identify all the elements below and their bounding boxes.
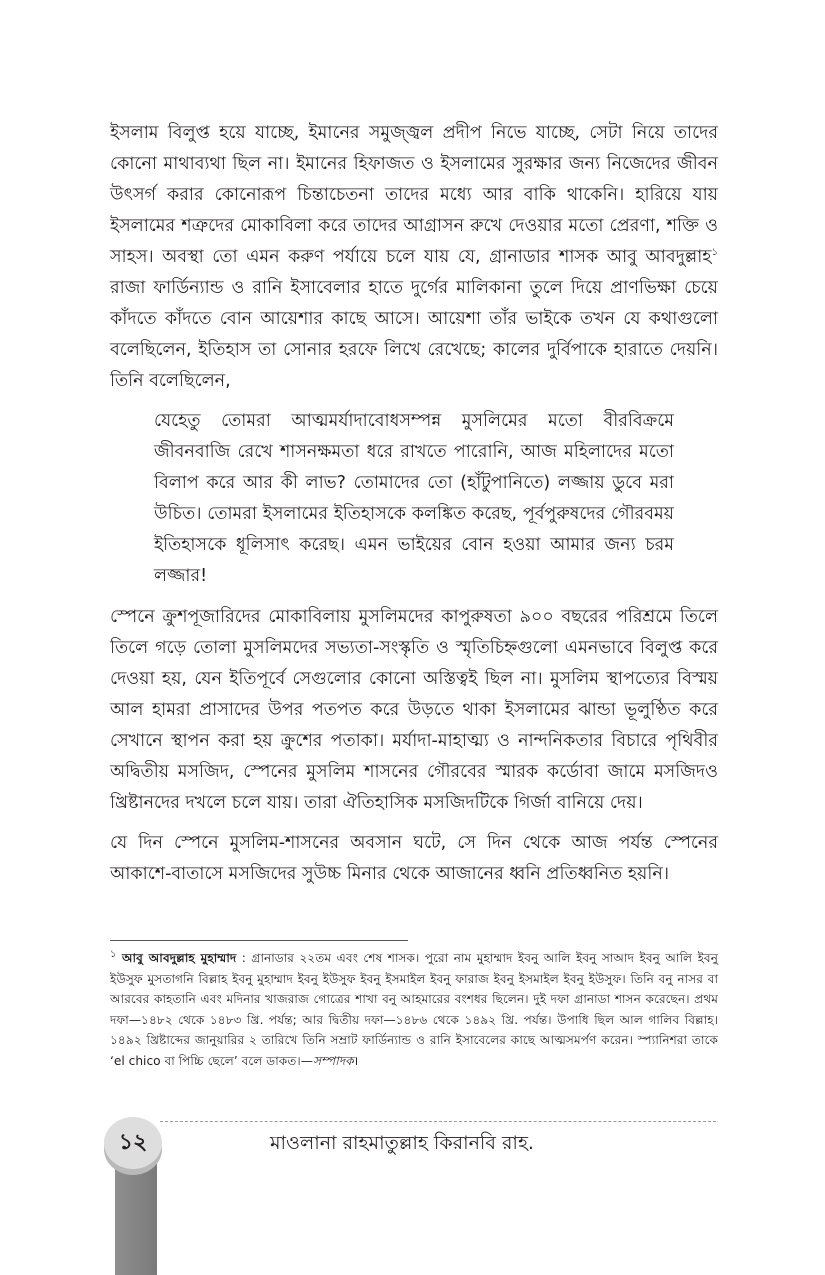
paragraph-2: স্পেনে ক্রুশপূজারিদের মোকাবিলায় মুসলিমদের কাপুরুষতা ৯০০ বছরের পরিশ্রমে তিলে তিলে গড়ে তোলা মুসলিমদের সভ্যতা-সংস্কৃতি ও স্মৃতিচিহ্নগুলো এমনভাবে বিলুপ্ত করে দেওয়া হয়, যেন ইতিপূর্বে সেগুলোর কোনো অস্তিত্বই ছিল না। মুসলিম স্থাপত্যের বিস্ময় আল হামরা প্রাসাদের উপর পতপত করে উড়তে থাকা ইসলামের ঝান্ডা ভূলুণ্ঠিত করে সেখানে স্থাপন করা হয় ক্রুশের পতাকা। মর্যাদা-মাহাত্ম্য ও নান্দনিকতার বিচারে পৃথিবীর অদ্বিতীয় মসজিদ, স্পেনের মুসলিম শাসনের গৌরবের স্মারক কর্ডোবা জামে মসজিদও খ্রিষ্টানদের দখলে চলে যায়। তারা ঐতিহাসিক মসজিদটিকে গির্জা বানিয়ে দেয়। — [110, 607, 718, 813]
footnote-ref[interactable]: ১ — [711, 247, 718, 259]
paragraph-1-text: ইসলাম বিলুপ্ত হয়ে যাচ্ছে, ইমানের সমুজ্জ্বল প্রদীপ নিভে যাচ্ছে, সেটা নিয়ে তাদের কোনো মাথাব্যথা ছিল না। ইমানের হিফাজত ও ইসলামের সুরক্ষার জন্য নিজেদের জীবন উৎসর্গ করার কোনোরূপ চিন্তাচেতনা তাদের মধ্যে আর বাকি থাকেনি। হারিয়ে যায় ইসলামের শত্রুদের মোকাবিলা করে তাদের আগ্রাসন রুখে দেওয়ার মতো প্রেরণা, শক্তি ও সাহস। অবস্থা তো এমন করুণ পর্যায়ে চলে যায় যে, গ্রানাডার শাসক আবু আবদুল্লাহ — [110, 123, 718, 267]
footnote: $^১$ আবু আবদুল্লাহ মুহাম্মাদ : গ্রানাডার ২২তম এবং শেষ শাসক। পুরো নাম মুহাম্মাদ ইবনু আলি ইবনু সাআদ ইবনু আলি ইবনু ইউসুফ মুসতাগনি বিল্লাহ ইবনু মুহাম্মাদ ইবনু ইউসুফ ইবনু ইসমাইল ইবনু ফারাজ ইবনু ইসমাইল ইবনু ইউসুফ। তিনি বনু নাসর বা আরবের কাহতানি এবং মদিনার খাজরাজ গোত্রের শাখা বনু আহমারের বংশধর ছিলেন। দুই দফা গ্রানাডা শাসন করেছেন। প্রথম দফা—১৪৮২ থেকে ১৪৮৩ খ্রি. পর্যন্ত; আর দ্বিতীয় দফা—১৪৮৬ থেকে ১৪৯২ খ্রি. পর্যন্ত। উপাধি ছিল আল গালিব বিল্লাহ। ১৪৯২ খ্রিষ্টাব্দের জানুয়ারির ২ তারিখে তিনি সম্রাট ফার্ডিন্যান্ড ও রানি ইসাবেলের কাছে আত্মসমর্পণ করেন। স্প্যানিশরা তাকে ‘el chico বা পিচ্চি ছেলে’ বলে ডাকত।—সম্পাদক। — [110, 948, 718, 1068]
paragraph-1 — [110, 118, 718, 397]
quote-block: যেহেতু তোমরা আত্মমর্যাদাবোধসম্পন্ন মুসলিমের মতো বীরবিক্রমে জীবনবাজি রেখে শাসনক্ষমতা ধরে রাখতে পারোনি, আজ মহিলাদের মতো বিলাপ করে আর কী লাভ? তোমাদের তো (হাঁটুপানিতে) লজ্জায় ডুবে মরা উচিত। তোমরা ইসলামের ইতিহাসকে কলঙ্কিত করেছ, পূর্বপুরুষদের গৌরবময় ইতিহাসকে ধূলিসাৎ করেছ। এমন ভাইয়ের বোন হওয়া আমার জন্য চরম লজ্জার! — [154, 411, 674, 586]
running-title: মাওলানা রাহমাতুল্লাহ কিরানবি রাহ. — [270, 1132, 534, 1154]
footnote-editor: সম্পাদক — [312, 1053, 354, 1068]
page-number — [104, 1117, 162, 1169]
footer-divider — [160, 1121, 716, 1122]
footnote-name: আবু আবদুল্লাহ মুহাম্মাদ — [121, 951, 237, 965]
footnote-marker: ১ — [110, 948, 117, 960]
paragraph-3: যে দিন স্পেনে মুসলিম-শাসনের অবসান ঘটে, সে দিন থেকে আজ পর্যন্ত স্পেনের আকাশে-বাতাসে মসজিদের সুউচ্চ মিনার থেকে আজানের ধ্বনি প্রতিধ্বনিত হয়নি। — [110, 833, 718, 884]
footnote-text: : গ্রানাডার ২২তম এবং শেষ শাসক। পুরো নাম মুহাম্মাদ ইবনু আলি ইবনু সাআদ ইবনু আলি ইবনু ইউসুফ মুসতাগনি বিল্লাহ ইবনু মুহাম্মাদ ইবনু ইউসুফ ইবনু ইসমাইল ইবনু ফারাজ ইবনু ইসমাইল ইবনু ইউসুফ। তিনি বনু নাসর বা আরবের কাহতানি এবং মদিনার খাজরাজ গোত্রের শাখা বনু আহমারের বংশধর ছিলেন। দুই দফা গ্রানাডা শাসন করেছেন। প্রথম দফা—১৪৮২ থেকে ১৪৮৩ খ্রি. পর্যন্ত; আর দ্বিতীয় দফা—১৪৮৬ থেকে ১৪৯২ খ্রি. পর্যন্ত। উপাধি ছিল আল গালিব বিল্লাহ। ১৪৯২ খ্রিষ্টাব্দের জানুয়ারির ২ তারিখে তিনি সম্রাট ফার্ডিন্যান্ড ও রানি ইসাবেলের কাছে আত্মসমর্পণ করেন। স্প্যানিশরা তাকে ‘el chico বা পিচ্চি ছেলে’ বলে ডাকত।— — [110, 951, 718, 1068]
footnote-divider — [110, 940, 408, 941]
paragraph-1-cont: রাজা ফার্ডিন্যান্ড ও রানি ইসাবেলার হাতে দুর্গের মালিকানা তুলে দিয়ে প্রাণভিক্ষা চেয়ে কাঁদতে কাঁদতে বোন আয়েশার কাছে আসে। আয়েশা তাঁর ভাইকে তখন যে কথাগুলো বলেছিলেন, ইতিহাস তা সোনার হরফে লিখে রেখেছে; কালের দুর্বিপাকে হারাতে দেয়নি। তিনি বলেছিলেন, — [110, 278, 718, 391]
main-text — [110, 118, 718, 899]
page-number-text: ১২ — [118, 1129, 148, 1155]
